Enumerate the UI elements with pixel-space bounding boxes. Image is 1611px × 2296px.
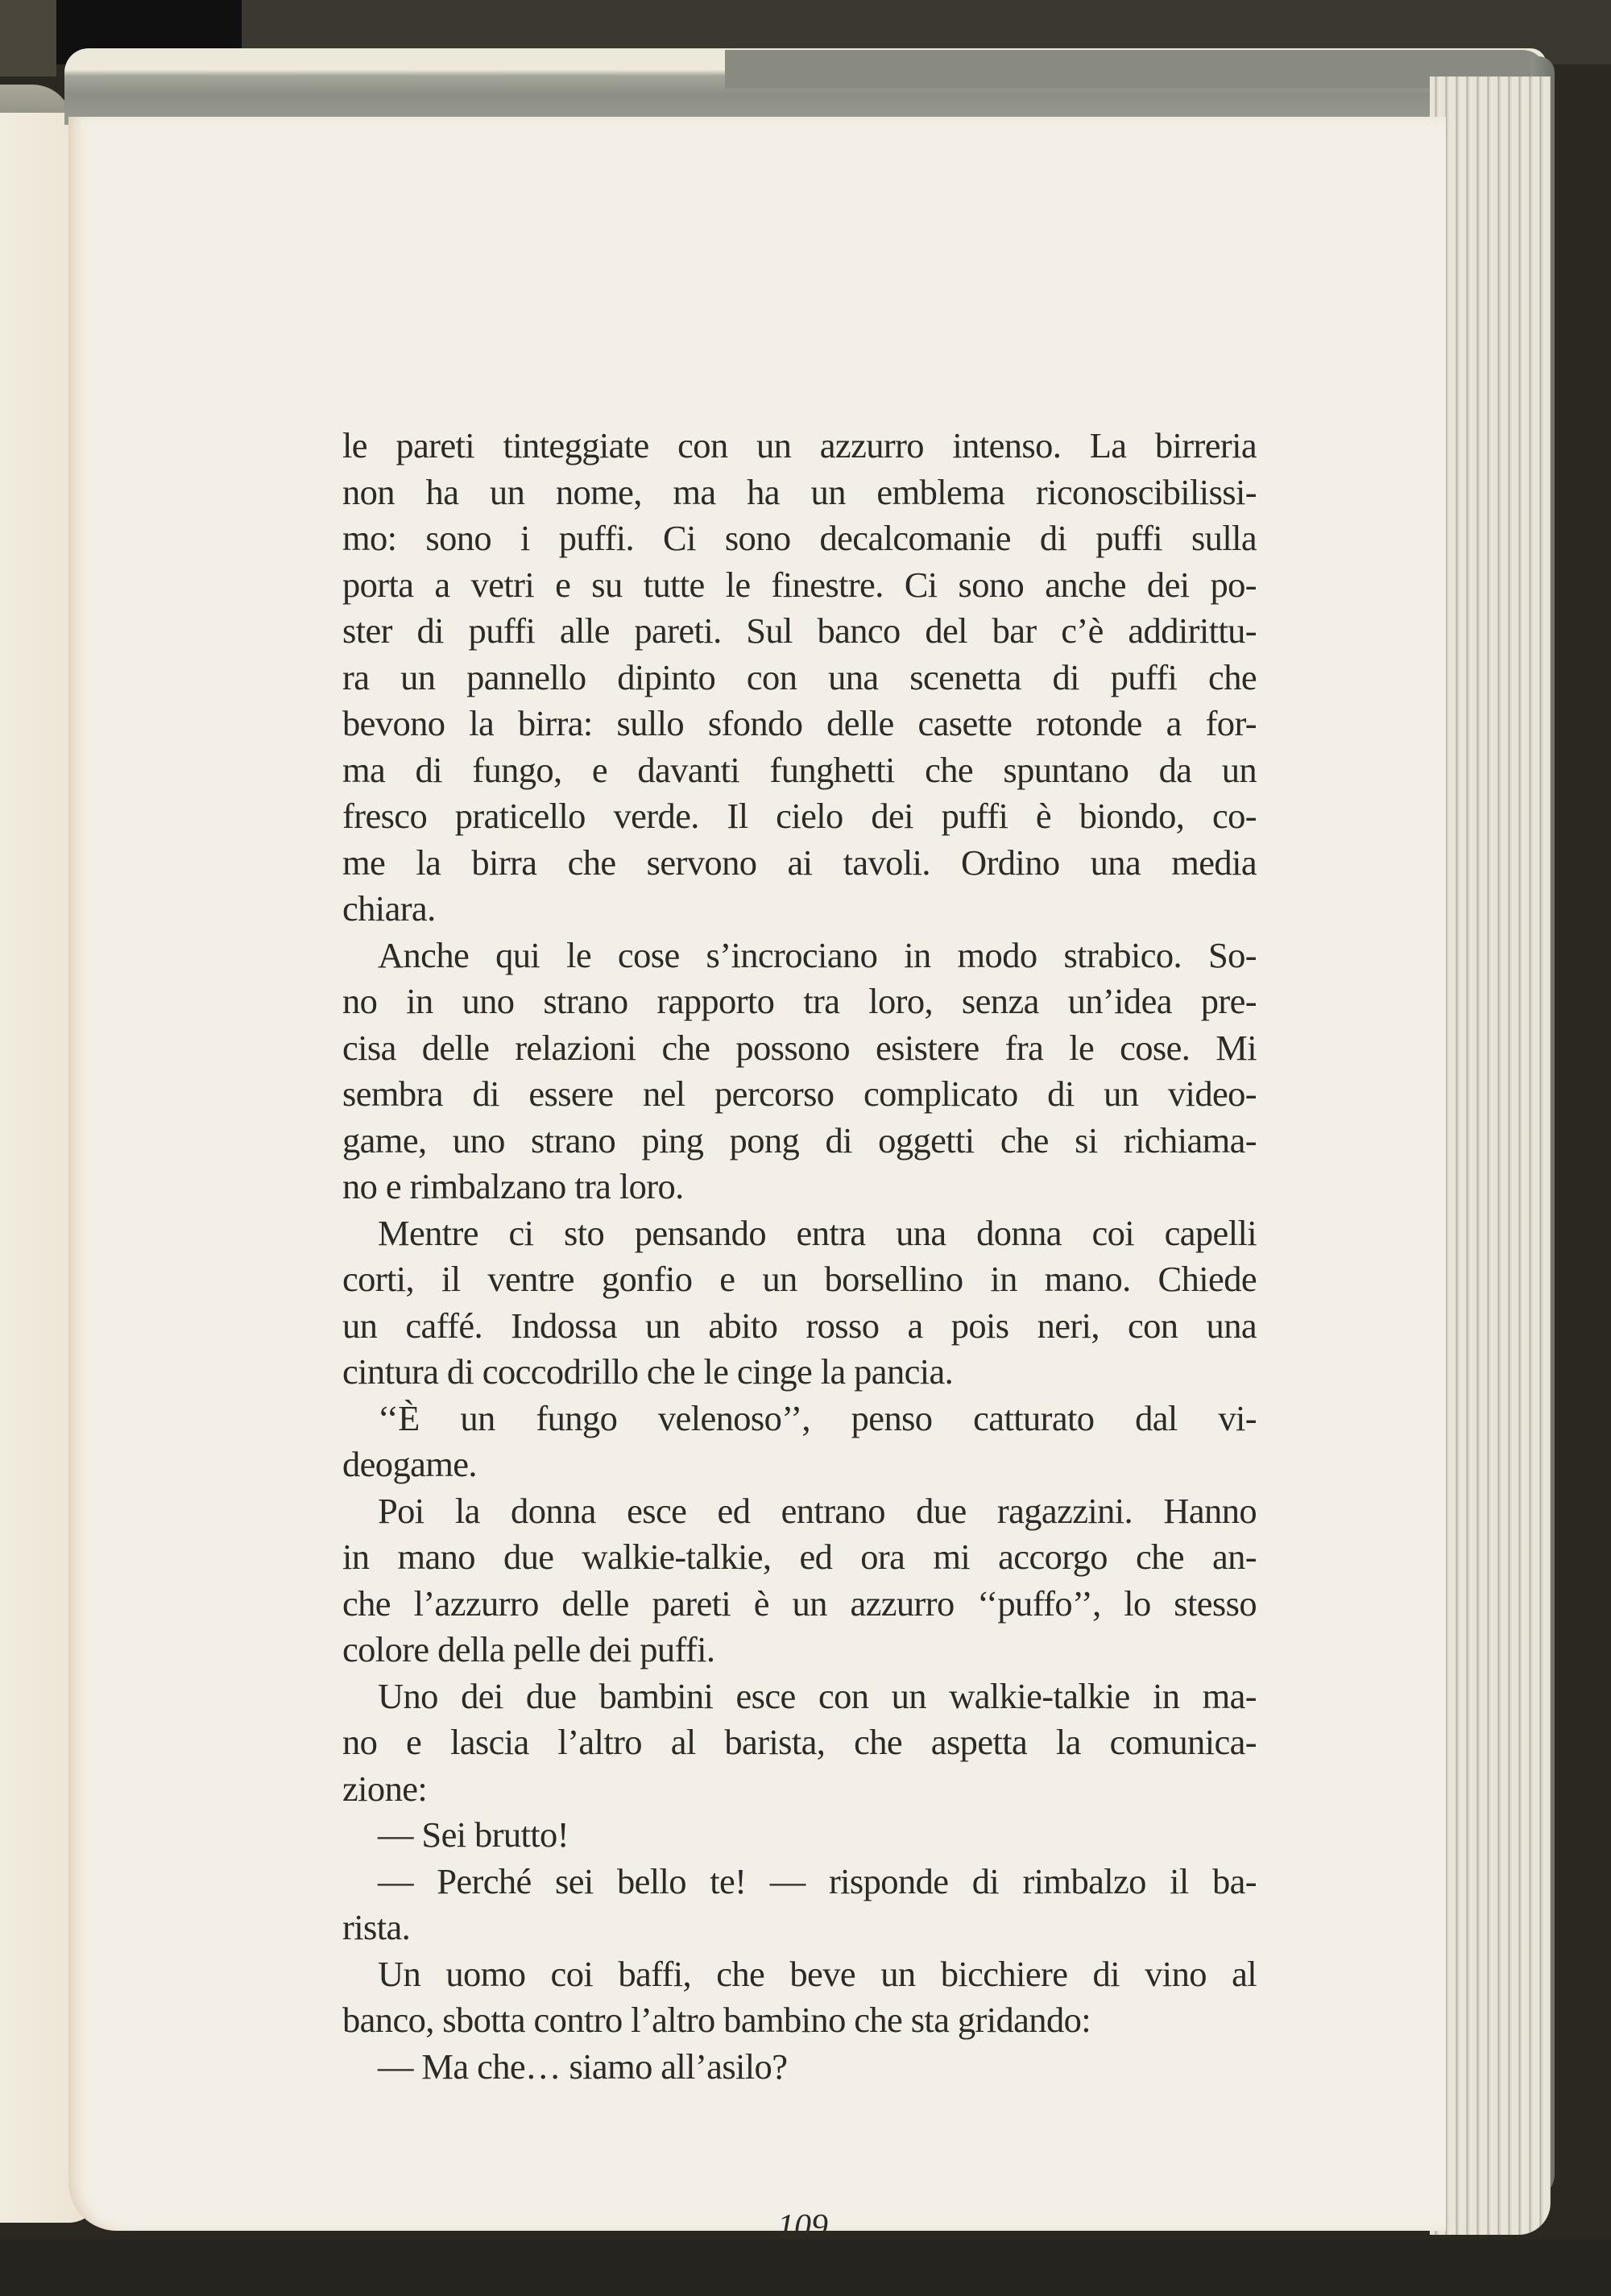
text-line: me la birra che servono ai tavoli. Ordino una media: [342, 842, 1257, 883]
text-line: in mano due walkie-talkie, ed ora mi accorgo che an-: [342, 1537, 1257, 1577]
paragraph: [342, 1488, 1257, 1673]
paragraph: [342, 933, 1257, 1210]
text-line: no e rimbalzano tra loro.: [342, 1166, 684, 1206]
page-stack-fore-edge: [1430, 77, 1551, 2235]
text-line: Poi la donna esce ed entrano due ragazzini. Hanno: [378, 1490, 1257, 1531]
text-line: Un uomo coi baffi, che beve un bicchiere di vino al: [378, 1953, 1257, 1994]
text-line: Uno dei due bambini esce con un walkie-talkie in ma-: [378, 1675, 1257, 1716]
background-top-left: [0, 0, 56, 77]
paragraph: [342, 1812, 1257, 1859]
paragraph: [342, 1396, 1257, 1488]
text-line: cisa delle relazioni che possono esistere fra le cose. Mi: [342, 1027, 1257, 1068]
text-line: Mentre ci sto pensando entra una donna coi capelli: [378, 1212, 1257, 1253]
paragraph: [342, 2044, 1257, 2091]
text-line: — Ma che… siamo all’asilo?: [378, 2046, 788, 2087]
book-page: [68, 117, 1446, 2245]
text-line: colore della pelle dei puffi.: [342, 1629, 715, 1669]
text-line: porta a vetri e su tutte le finestre. Ci sono anche dei po-: [342, 564, 1257, 605]
text-line: chiara.: [342, 888, 436, 929]
text-line: corti, il ventre gonfio e un borsellino in mano. Chiede: [342, 1259, 1257, 1299]
text-line: fresco praticello verde. Il cielo dei puffi è biondo, co-: [342, 796, 1257, 836]
text-line: — Perché sei bello te! — risponde di rimbalzo il ba-: [378, 1860, 1257, 1901]
paragraph: [342, 1859, 1257, 1951]
text-line: ma di fungo, e davanti funghetti che spuntano da un: [342, 749, 1257, 790]
paragraph: [342, 423, 1257, 933]
paragraph: [342, 1673, 1257, 1813]
text-line: no e lascia l’altro al barista, che aspetta la comunica-: [342, 1722, 1257, 1762]
text-line: zione:: [342, 1768, 428, 1809]
text-line: rista.: [342, 1907, 411, 1947]
text-line: Anche qui le cose s’incrociano in modo strabico. So-: [378, 934, 1257, 975]
text-line: banco, sbotta contro l’altro bambino che sta gridando:: [342, 2000, 1091, 2040]
text-line: game, uno strano ping pong di oggetti che si richiama-: [342, 1119, 1257, 1160]
book-top-edge-shadow: [725, 50, 1547, 89]
text-line: ster di puffi alle pareti. Sul banco del bar c’è addirittu-: [342, 610, 1257, 651]
text-line: — Sei brutto!: [378, 1814, 569, 1855]
text-line: non ha un nome, ma ha un emblema riconoscibilissi-: [342, 471, 1257, 512]
text-line: ra un pannello dipinto con una scenetta di puffi che: [342, 656, 1257, 697]
text-line: cintura di coccodrillo che le cinge la pancia.: [342, 1351, 954, 1392]
text-line: ‘‘È un fungo velenoso’’, penso catturato dal vi-: [378, 1397, 1257, 1438]
paragraph: [342, 1951, 1257, 2044]
text-line: mo: sono i puffi. Ci sono decalcomanie di puffi sulla: [342, 518, 1257, 558]
text-line: bevono la birra: sullo sfondo delle casette rotonde a for-: [342, 703, 1257, 743]
paragraph: [342, 1210, 1257, 1396]
text-line: che l’azzurro delle pareti è un azzurro ‘‘puffo’’, lo stesso: [342, 1582, 1257, 1624]
text-line: sembra di essere nel percorso complicato di un video-: [342, 1074, 1257, 1114]
background-bottom: [0, 2240, 1611, 2296]
text-line: deogame.: [342, 1444, 477, 1484]
page-body-text: [342, 423, 1257, 2090]
page-number: 109: [777, 2208, 828, 2245]
text-line: un caffé. Indossa un abito rosso a pois neri, con una: [342, 1305, 1257, 1346]
text-line: le pareti tinteggiate con un azzurro intenso. La birreria: [342, 425, 1257, 465]
text-line: no in uno strano rapporto tra loro, senza un’idea pre-: [342, 981, 1257, 1021]
